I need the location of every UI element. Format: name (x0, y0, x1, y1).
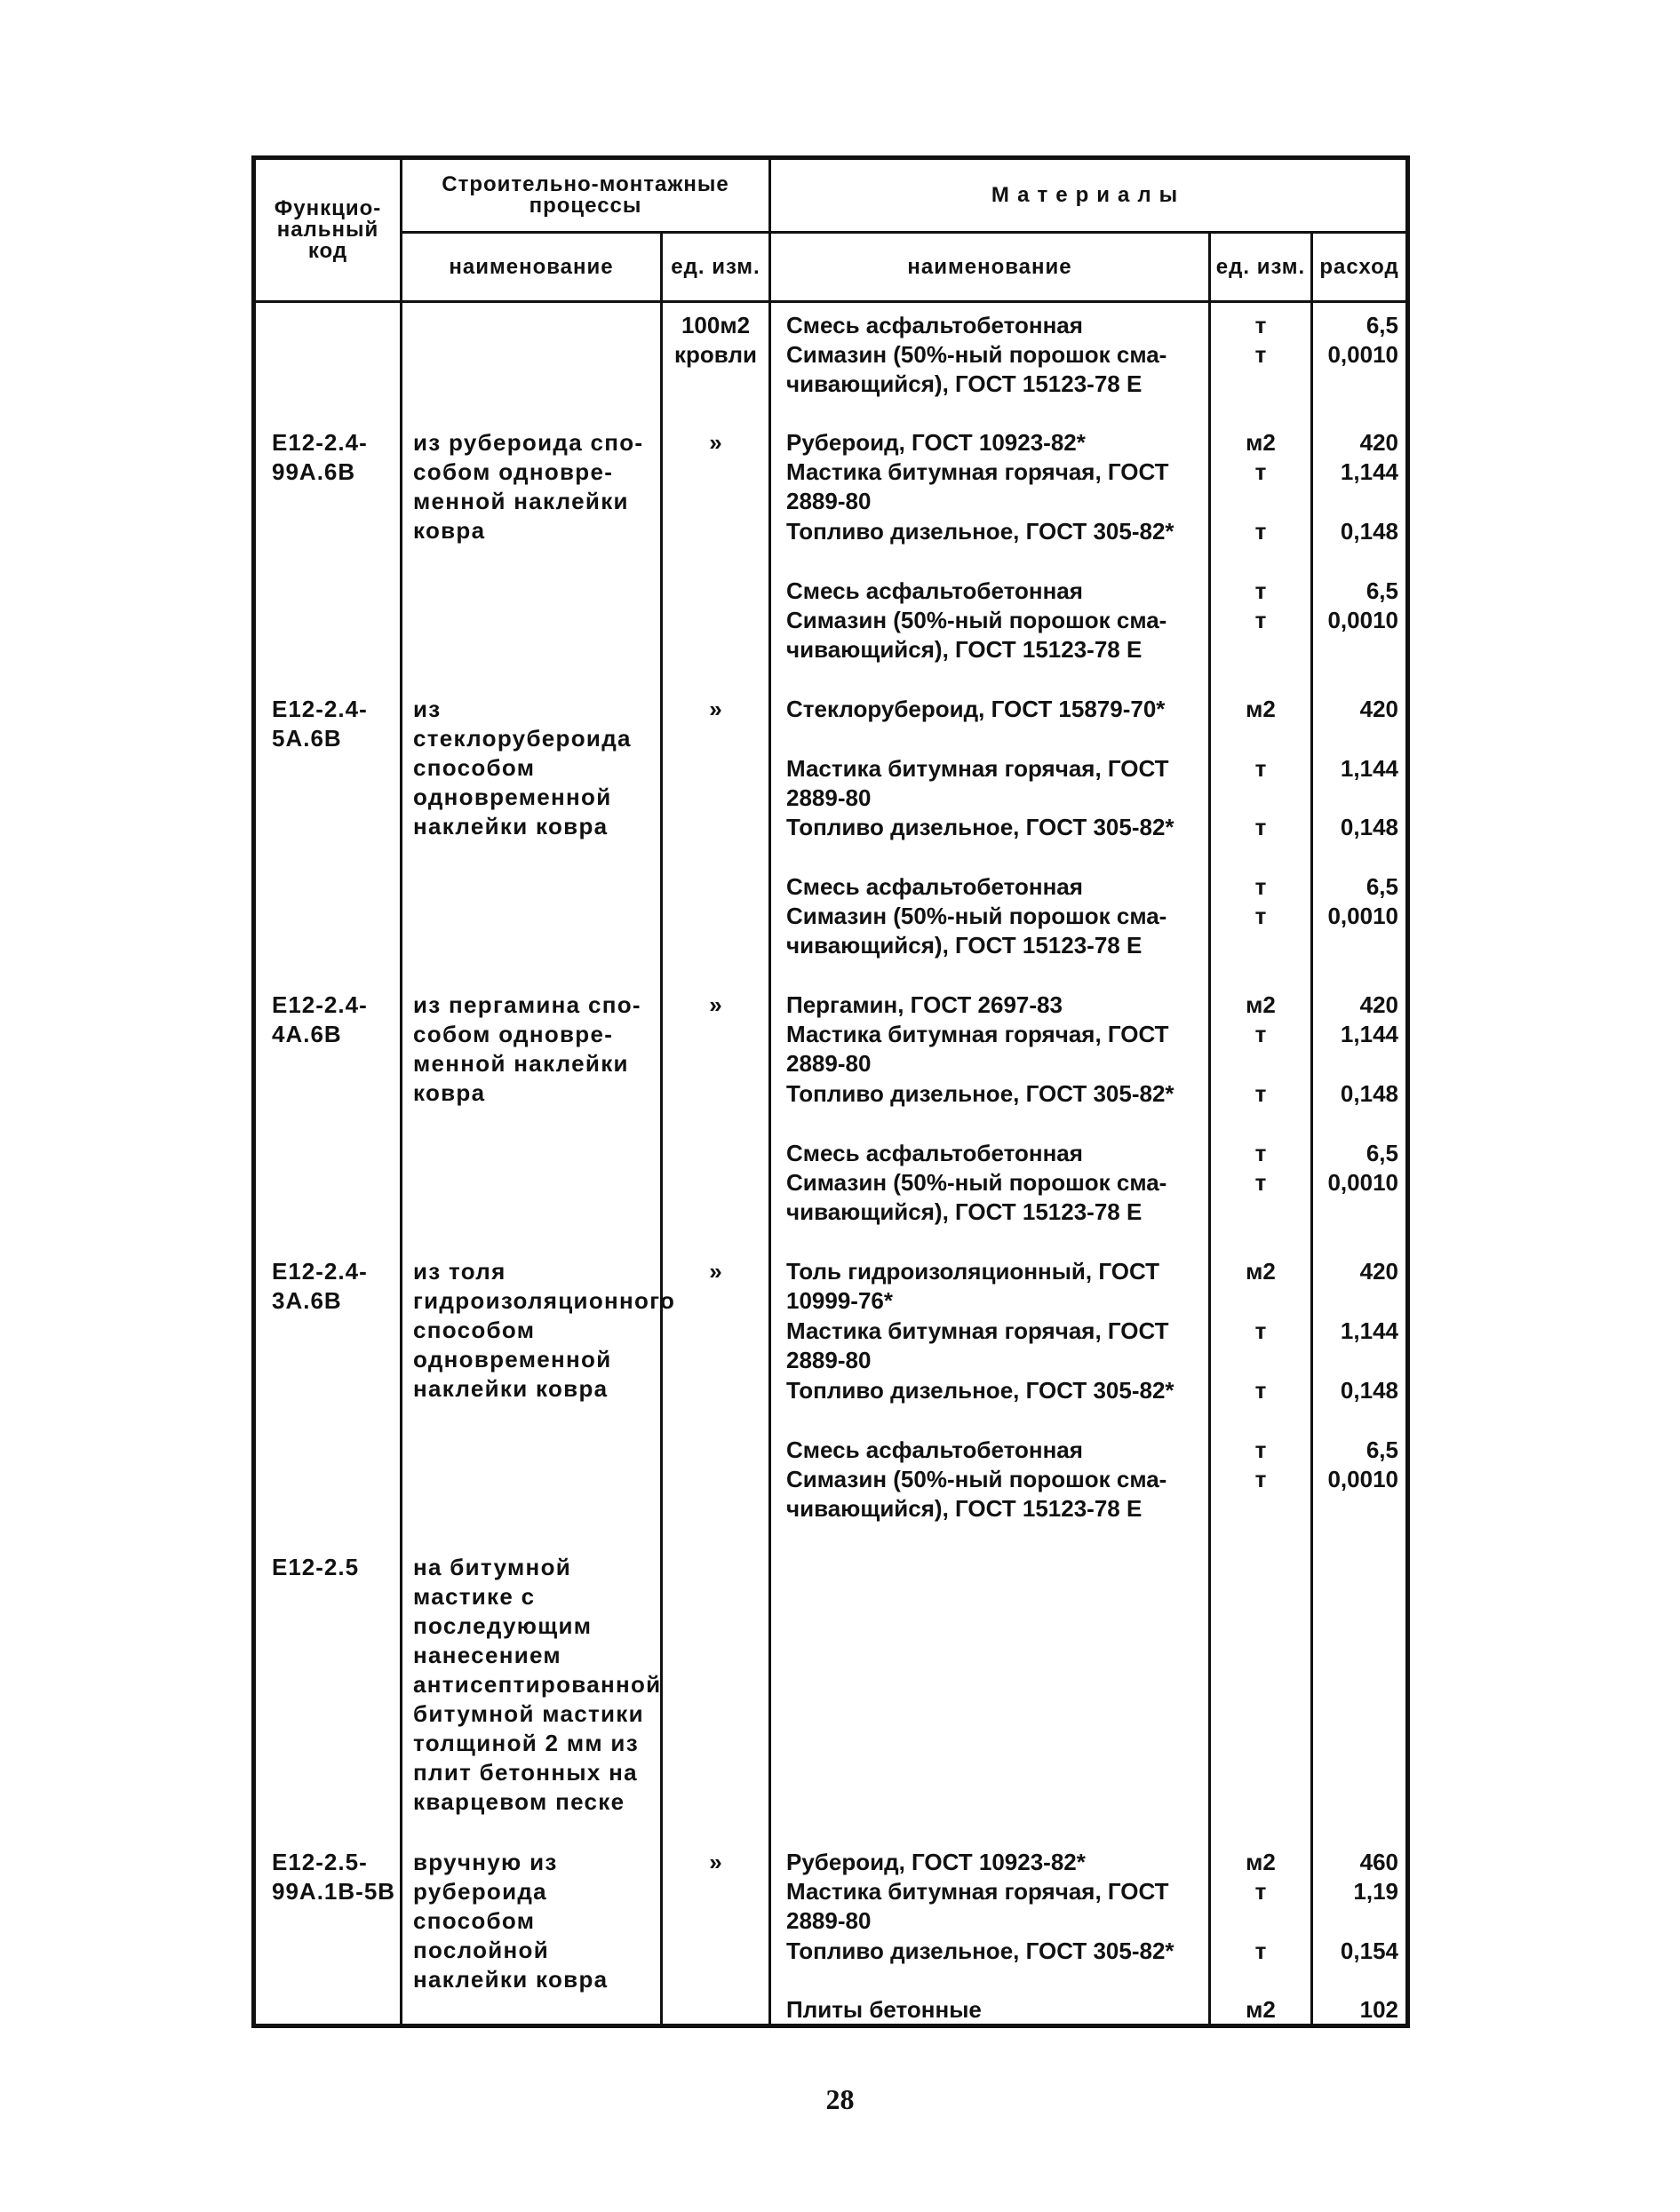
column-rule (768, 160, 771, 2024)
material-unit: м2 (1246, 1849, 1276, 1875)
material-unit: т (1254, 1436, 1267, 1463)
material-name: Рубероид, ГОСТ 10923-82* (786, 1849, 1086, 1875)
process-name: из пергамина спо-собом одновре-менной наклейки ковра (413, 991, 641, 1106)
process-name: вручную из рубероида способом послойной наклейки ковра (413, 1849, 609, 1993)
process-unit: » (709, 991, 722, 1018)
material-name: Толь гидроизоляционный, ГОСТ 10999-76* (786, 1258, 1159, 1314)
material-name: Топливо дизельное, ГОСТ 305-82* (786, 518, 1174, 545)
material-qty: 1,144 (1340, 1021, 1398, 1047)
material-name: Рубероид, ГОСТ 10923-82* (786, 429, 1086, 456)
material-name: Мастика битумная горячая, ГОСТ 2889-80 (786, 1878, 1169, 1934)
material-qty: 460 (1359, 1849, 1398, 1875)
material-name: Мастика битумная горячая, ГОСТ 2889-80 (786, 1021, 1169, 1077)
material-unit: т (1254, 312, 1267, 338)
material-name: Симазин (50%-ный порошок сма-чивающийся), ГОСТ 15123-78 Е (786, 1466, 1167, 1522)
material-qty: 0,148 (1340, 1377, 1398, 1404)
material-unit: т (1254, 755, 1267, 782)
process-name: из рубероида спо-собом одновре-менной наклейки ковра (413, 429, 644, 544)
materials-table (251, 155, 1410, 2028)
functional-code: Е12-2.5-99А.1В-5В (272, 1849, 396, 1905)
material-unit: м2 (1246, 429, 1276, 456)
material-name: Топливо дизельное, ГОСТ 305-82* (786, 1937, 1174, 1964)
material-unit: т (1254, 1878, 1267, 1905)
material-unit: т (1254, 873, 1267, 900)
header-process-unit: ед. изм. (671, 254, 760, 279)
process-name: из стеклорубероида способом одновременной наклейки ковра (413, 696, 632, 839)
material-unit: т (1254, 1021, 1267, 1047)
header-code: Функцио-нальный код (274, 196, 382, 263)
material-name: Топливо дизельное, ГОСТ 305-82* (786, 814, 1174, 840)
material-qty: 0,154 (1340, 1937, 1398, 1964)
material-name: Мастика битумная горячая, ГОСТ 2889-80 (786, 755, 1169, 811)
material-unit: т (1254, 814, 1267, 840)
material-unit: т (1254, 1466, 1267, 1492)
process-unit: » (709, 429, 722, 456)
material-qty: 6,5 (1365, 873, 1398, 900)
material-name: Смесь асфальтобетонная (786, 577, 1083, 604)
functional-code: Е12-2.4-3А.6В (272, 1258, 368, 1314)
material-name: Смесь асфальтобетонная (786, 312, 1083, 338)
material-name: Смесь асфальтобетонная (786, 1140, 1083, 1166)
process-name: на битумной мастике с последующим нанесением антисептированной битумной мастики толщиной 2 мм из плит бетонных на кварцевом песке (413, 1554, 662, 1815)
material-unit: м2 (1246, 991, 1276, 1018)
material-unit: т (1254, 1140, 1267, 1166)
material-qty: 420 (1359, 991, 1398, 1018)
material-qty: 0,0010 (1327, 341, 1398, 368)
material-name: Симазин (50%-ный порошок сма-чивающийся), ГОСТ 15123-78 Е (786, 607, 1167, 663)
material-qty: 6,5 (1365, 1140, 1398, 1166)
column-rule (400, 160, 402, 2024)
header-process-name: наименование (449, 254, 614, 279)
material-qty: 0,0010 (1327, 903, 1398, 929)
material-qty: 0,148 (1340, 1080, 1398, 1107)
material-unit: м2 (1246, 1996, 1276, 2023)
column-rule (1208, 232, 1211, 2024)
material-name: Симазин (50%-ный порошок сма-чивающийся), ГОСТ 15123-78 Е (786, 903, 1167, 959)
material-name: Топливо дизельное, ГОСТ 305-82* (786, 1377, 1174, 1404)
material-qty: 6,5 (1365, 1436, 1398, 1463)
material-name: Мастика битумная горячая, ГОСТ 2889-80 (786, 1317, 1169, 1373)
material-qty: 6,5 (1365, 577, 1398, 604)
material-qty: 0,0010 (1327, 1169, 1398, 1196)
functional-code: Е12-2.5 (272, 1554, 360, 1580)
process-unit: 100м2 кровли (674, 312, 757, 368)
page-number: 28 (825, 2083, 855, 2115)
process-name: из толя гидроизоляционного способом одновременной наклейки ковра (413, 1258, 676, 1402)
material-unit: т (1254, 903, 1267, 929)
functional-code: Е12-2.4-5А.6В (272, 696, 368, 752)
material-name: Пергамин, ГОСТ 2697-83 (786, 991, 1063, 1018)
material-name: Плиты бетонные (786, 1996, 982, 2023)
material-unit: т (1254, 518, 1267, 545)
material-unit: т (1254, 458, 1267, 485)
header-processes: Строительно-монтажные процессы (442, 172, 729, 218)
material-qty: 1,144 (1340, 755, 1398, 782)
material-unit: т (1254, 341, 1267, 368)
process-unit: » (709, 696, 722, 722)
material-unit: т (1254, 1169, 1267, 1196)
material-qty: 1,144 (1340, 458, 1398, 485)
material-unit: т (1254, 1377, 1267, 1404)
functional-code: Е12-2.4-99А.6В (272, 429, 368, 485)
material-name: Симазин (50%-ный порошок сма-чивающийся), ГОСТ 15123-78 Е (786, 341, 1167, 397)
material-unit: т (1254, 577, 1267, 604)
header-material-unit: ед. изм. (1215, 254, 1306, 279)
material-qty: 1,144 (1340, 1317, 1398, 1344)
material-qty: 420 (1359, 696, 1398, 722)
material-unit: т (1254, 1080, 1267, 1107)
material-unit: т (1254, 1317, 1267, 1344)
material-qty: 6,5 (1365, 312, 1398, 338)
header-materials: Материалы (991, 183, 1186, 207)
material-name: Смесь асфальтобетонная (786, 1436, 1083, 1463)
material-qty: 0,0010 (1327, 1466, 1398, 1492)
process-unit: » (709, 1258, 722, 1285)
material-name: Смесь асфальтобетонная (786, 873, 1083, 900)
process-unit: » (709, 1849, 722, 1875)
material-name: Симазин (50%-ный порошок сма-чивающийся), ГОСТ 15123-78 Е (786, 1169, 1167, 1225)
material-qty: 420 (1359, 1258, 1398, 1285)
column-rule (1310, 232, 1313, 2024)
material-qty: 1,19 (1353, 1878, 1398, 1905)
material-unit: м2 (1246, 696, 1276, 722)
material-unit: м2 (1246, 1258, 1276, 1285)
header-rule (256, 300, 1405, 303)
material-qty: 0,0010 (1327, 607, 1398, 633)
material-name: Мастика битумная горячая, ГОСТ 2889-80 (786, 458, 1169, 514)
material-qty: 0,148 (1340, 814, 1398, 840)
material-qty: 0,148 (1340, 518, 1398, 545)
material-qty: 420 (1359, 429, 1398, 456)
header-material-name: наименование (907, 254, 1072, 279)
material-unit: т (1254, 1937, 1267, 1964)
header-consumption: расход (1319, 254, 1399, 279)
material-unit: т (1254, 607, 1267, 633)
column-rule (660, 232, 663, 2024)
material-name: Топливо дизельное, ГОСТ 305-82* (786, 1080, 1174, 1107)
material-name: Стеклорубероид, ГОСТ 15879-70* (786, 696, 1166, 722)
functional-code: Е12-2.4-4А.6В (272, 991, 368, 1047)
material-qty: 102 (1359, 1996, 1398, 2023)
